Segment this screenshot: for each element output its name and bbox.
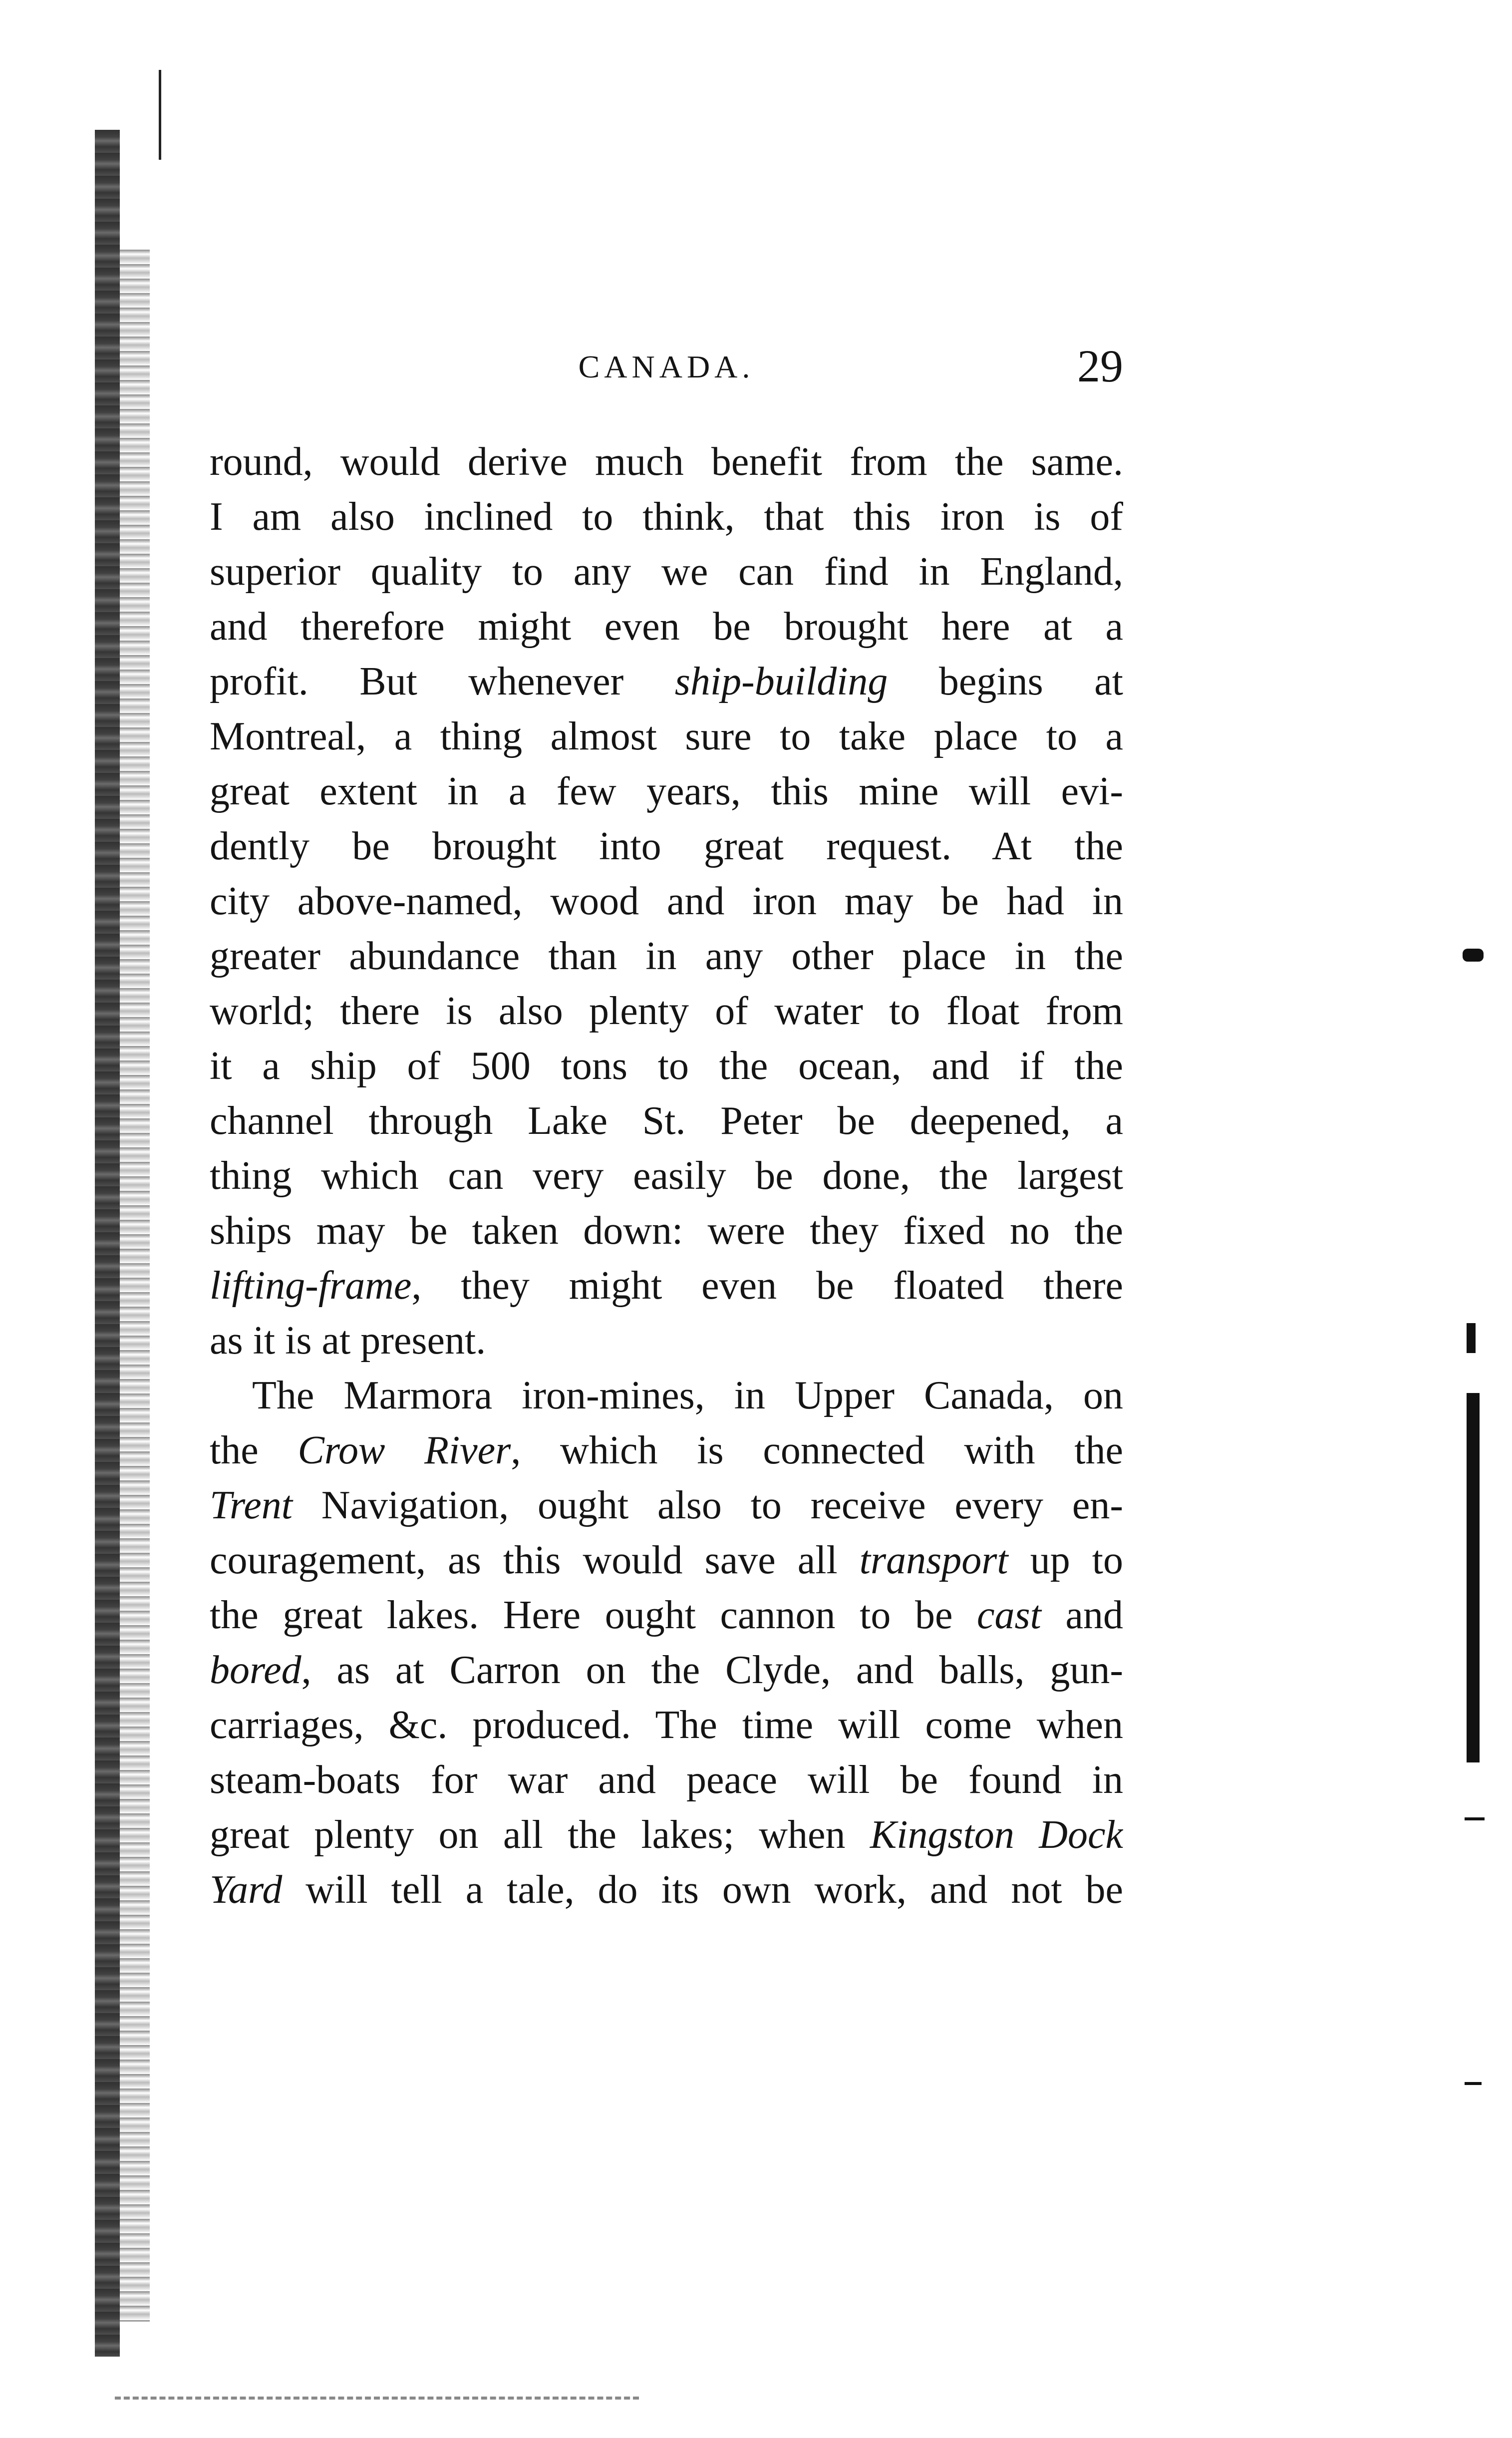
- text-segment: steam-boats for war and peace will be found in: [210, 1758, 1123, 1802]
- binding-gutter-shadow: [95, 130, 120, 2357]
- text-segment: as it is at present.: [210, 1319, 486, 1363]
- text-segment: Navigation, ought also to receive every en-: [292, 1483, 1123, 1527]
- text-line: [210, 1533, 1123, 1588]
- text-segment: Montreal, a thing almost sure to take place to a: [210, 714, 1123, 758]
- text-line: [210, 984, 1123, 1039]
- margin-ink-mark: [1463, 949, 1484, 962]
- text-segment: begins at: [888, 660, 1123, 703]
- italic-text: cast: [977, 1593, 1041, 1637]
- text-line: [210, 1588, 1123, 1643]
- text-line: [210, 1643, 1123, 1698]
- text-line: [210, 1478, 1123, 1533]
- text-segment: couragement, as this would save all: [210, 1538, 860, 1582]
- text-line: [210, 1313, 1123, 1368]
- text-line: [210, 709, 1123, 764]
- text-line: [210, 1093, 1123, 1148]
- text-segment: will tell a tale, do its own work, and not be: [282, 1868, 1123, 1912]
- italic-text: lifting-frame: [210, 1264, 412, 1308]
- text-line: [210, 489, 1123, 544]
- text-line: [210, 1862, 1123, 1917]
- text-segment: it a ship of 500 tons to the ocean, and if the: [210, 1044, 1123, 1088]
- text-line: [210, 1148, 1123, 1203]
- page-title: CANADA.: [578, 349, 755, 384]
- italic-text: Kingston Dock: [870, 1813, 1123, 1857]
- text-segment: , as at Carron on the Clyde, and balls, gun-: [301, 1648, 1123, 1692]
- text-line: [210, 1698, 1123, 1752]
- bottom-edge-marks: [115, 2397, 639, 2400]
- text-segment: ships may be taken down: were they fixed no the: [210, 1209, 1123, 1253]
- text-line: [210, 1258, 1123, 1313]
- text-segment: the great lakes. Here ought cannon to be: [210, 1593, 977, 1637]
- paragraph: [210, 1368, 1123, 1917]
- margin-ink-bar: [1467, 1393, 1480, 1762]
- text-segment: channel through Lake St. Peter be deepened, a: [210, 1099, 1123, 1143]
- text-segment: dently be brought into great request. At the: [210, 824, 1123, 868]
- text-segment: and therefore might even be brought here at a: [210, 605, 1123, 649]
- text-line: [210, 874, 1123, 929]
- text-line: [210, 434, 1123, 489]
- margin-ink-mark: [1465, 2082, 1482, 2085]
- text-line: [210, 599, 1123, 654]
- text-segment: world; there is also plenty of water to float from: [210, 989, 1123, 1033]
- text-segment: city above-named, wood and iron may be had in: [210, 879, 1123, 923]
- italic-text: ship-building: [674, 660, 888, 703]
- running-head: [210, 341, 1123, 391]
- text-segment: greater abundance than in any other place in the: [210, 934, 1123, 978]
- binding-gutter-speckle: [120, 250, 150, 2322]
- text-line: [210, 1807, 1123, 1862]
- text-segment: The Marmora iron-mines, in Upper Canada, on: [252, 1374, 1123, 1417]
- text-line: [210, 1752, 1123, 1807]
- text-segment: great plenty on all the lakes; when: [210, 1813, 870, 1857]
- text-line: [210, 544, 1123, 599]
- text-segment: the: [210, 1428, 298, 1472]
- text-segment: thing which can very easily be done, the largest: [210, 1154, 1123, 1198]
- margin-ink-mark: [1465, 1817, 1485, 1820]
- text-segment: great extent in a few years, this mine will evi-: [210, 769, 1123, 813]
- text-segment: carriages, &c. produced. The time will come when: [210, 1703, 1123, 1747]
- italic-text: transport: [859, 1538, 1008, 1582]
- margin-ink-mark: [1467, 1323, 1476, 1353]
- text-segment: and: [1041, 1593, 1123, 1637]
- italic-text: Yard: [210, 1868, 283, 1912]
- text-segment: superior quality to any we can find in England,: [210, 550, 1123, 594]
- text-line: [210, 1368, 1123, 1423]
- text-line: [210, 654, 1123, 709]
- text-segment: round, would derive much benefit from the same.: [210, 440, 1123, 484]
- paragraph: [210, 434, 1123, 1368]
- italic-text: Trent: [210, 1483, 293, 1527]
- body-text: [210, 434, 1123, 1917]
- text-segment: I am also inclined to think, that this iron is of: [210, 495, 1123, 539]
- binding-edge-line: [159, 70, 161, 160]
- page-number: 29: [1077, 341, 1123, 391]
- text-line: [210, 1039, 1123, 1093]
- text-line: [210, 764, 1123, 819]
- text-segment: , which is connected with the: [511, 1428, 1123, 1472]
- text-segment: profit. But whenever: [210, 660, 675, 703]
- text-segment: , they might even be floated there: [411, 1264, 1123, 1308]
- italic-text: bored: [210, 1648, 302, 1692]
- italic-text: Crow River: [298, 1428, 511, 1472]
- text-line: [210, 819, 1123, 874]
- text-line: [210, 1203, 1123, 1258]
- text-line: [210, 929, 1123, 984]
- text-line: [210, 1423, 1123, 1478]
- text-segment: up to: [1008, 1538, 1123, 1582]
